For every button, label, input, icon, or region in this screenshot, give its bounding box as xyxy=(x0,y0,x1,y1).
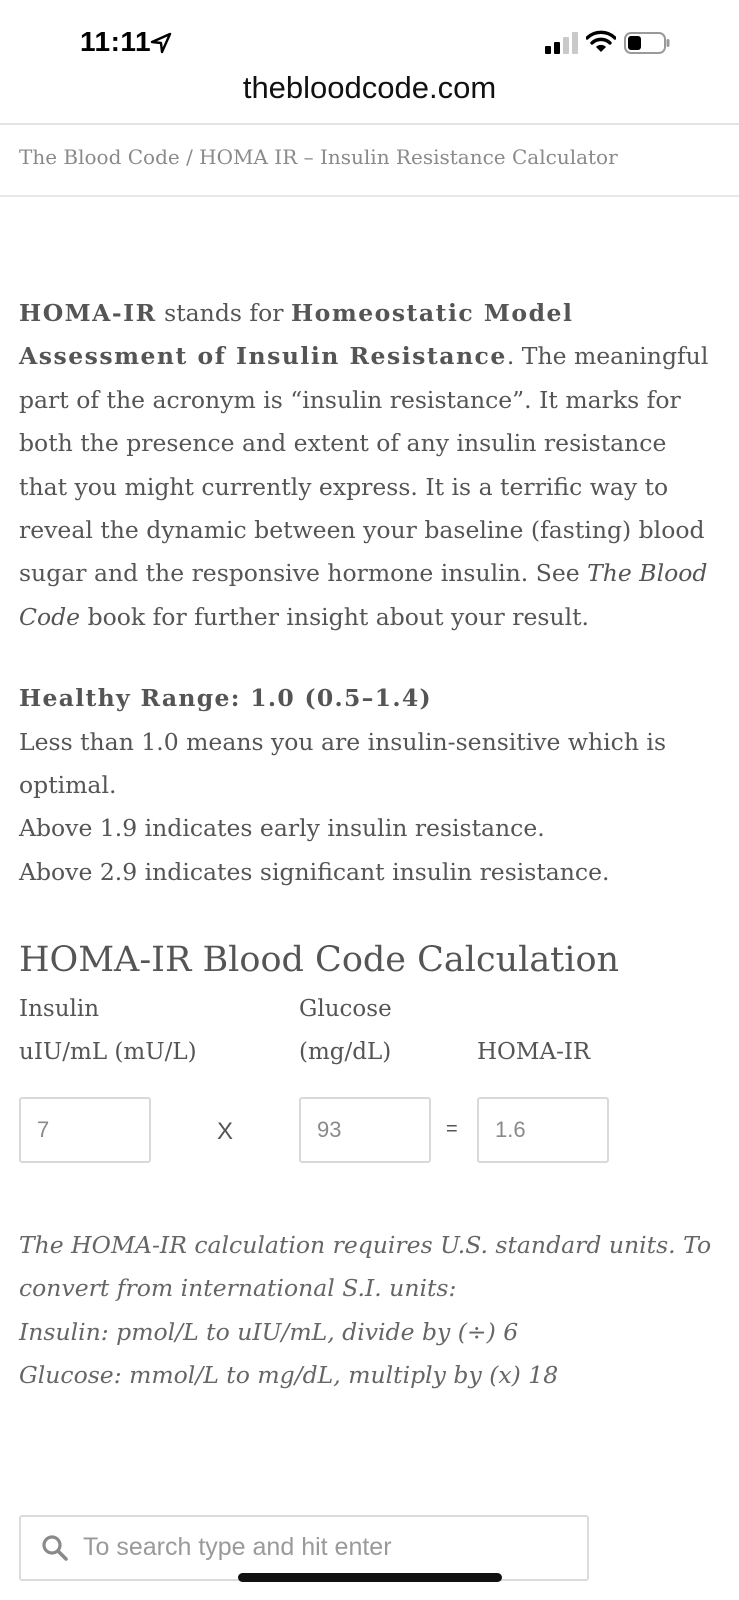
insulin-input[interactable]: 7 xyxy=(19,1097,151,1163)
insulin-label: Insulin xyxy=(19,996,100,1022)
range-line-optimal: Less than 1.0 means you are insulin-sensitive which is optimal. xyxy=(19,727,667,800)
homa-ir-result-field[interactable]: 1.6 xyxy=(477,1097,609,1163)
address-bar-url[interactable]: thebloodcode.com xyxy=(242,70,497,105)
units-note xyxy=(19,1224,719,1398)
multiply-sign: X xyxy=(217,1118,234,1145)
search-input[interactable]: To search type and hit enter xyxy=(83,1533,392,1561)
status-time: 11:11 xyxy=(80,26,152,57)
book-title: The Blood Code xyxy=(19,559,708,631)
status-bar xyxy=(0,0,739,80)
term-full-name: Homeostatic Model Assessment of Insulin Resistance xyxy=(19,299,574,371)
glucose-input[interactable]: 93 xyxy=(299,1097,431,1163)
wifi-icon xyxy=(586,30,616,54)
intro-paragraph: HOMA-IR stands for Homeostatic Model Assessment of Insulin Resistance. The meaningful part of the acronym is “insulin resistance”. It marks for both the presence and extent of any insulin resistance that you might currently express. It is a terrific way to reveal the dynamic between your baseline (fasting) blood sugar and the responsive hormone insulin. See The Blood Code book for further insight about your result. xyxy=(19,299,709,631)
glucose-unit-label: (mg/dL) xyxy=(299,1039,392,1065)
healthy-range-heading: Healthy Range: 1.0 (0.5–1.4) xyxy=(19,684,432,713)
search-icon xyxy=(41,1534,69,1562)
range-line-early: Above 1.9 indicates early insulin resistance. xyxy=(19,814,545,843)
breadcrumb-divider xyxy=(0,195,739,197)
article-content xyxy=(19,292,719,894)
battery-icon xyxy=(624,32,670,54)
header-divider xyxy=(0,123,739,125)
home-indicator[interactable] xyxy=(238,1573,502,1582)
healthy-range-section xyxy=(19,677,719,894)
equals-sign: = xyxy=(446,1118,458,1140)
breadcrumb[interactable]: The Blood Code / HOMA IR – Insulin Resistance Calculator xyxy=(19,145,618,169)
units-note-glucose: Glucose: mmol/L to mg/dL, multiply by (x) 18 xyxy=(19,1361,559,1390)
cellular-signal-icon xyxy=(545,32,579,54)
range-line-significant: Above 2.9 indicates significant insulin resistance. xyxy=(19,857,610,886)
units-note-insulin: Insulin: pmol/L to uIU/mL, divide by (÷) 6 xyxy=(19,1317,519,1346)
calculator-title: HOMA-IR Blood Code Calculation xyxy=(19,940,620,980)
search-box[interactable] xyxy=(19,1515,589,1581)
insulin-unit-label: uIU/mL (mU/L) xyxy=(19,1039,197,1065)
glucose-label: Glucose xyxy=(299,996,392,1022)
location-arrow-icon xyxy=(150,32,172,54)
homa-ir-result-label: HOMA-IR xyxy=(477,1039,591,1065)
units-note-intro: The HOMA-IR calculation requires U.S. standard units. To convert from international S.I. units: xyxy=(19,1231,712,1303)
term-homa-ir: HOMA-IR xyxy=(19,299,157,327)
